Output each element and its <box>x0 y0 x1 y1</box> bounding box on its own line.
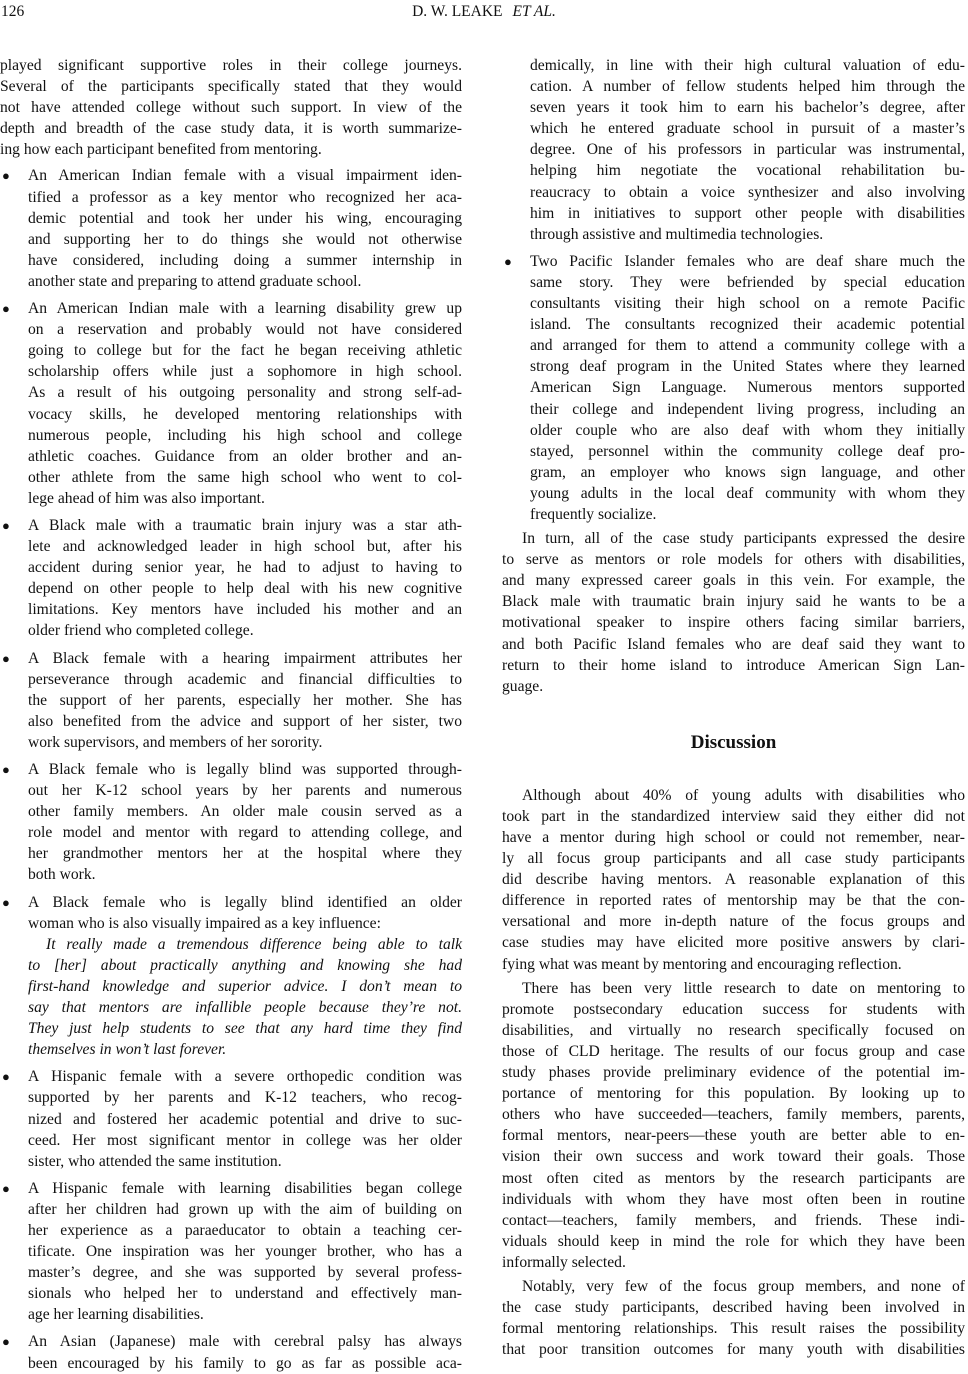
text-line: tified a professor as a key mentor who recognized her aca- <box>28 188 462 206</box>
text-line: other athlete from the same high school who went to col- <box>28 468 462 486</box>
text-line: older couple who are also deaf with whom they initially <box>530 421 965 439</box>
section-heading-discussion: Discussion <box>690 731 777 753</box>
text-line: through assistive and multimedia technologies. <box>530 225 824 243</box>
text-line: Several of the participants specifically stated that they would <box>0 78 462 96</box>
text-line: have considered, including doing a summer internship in <box>28 251 462 269</box>
bullet-item <box>0 298 462 509</box>
text-line: study phases provide preliminary evidence of the potential im- <box>502 1064 965 1082</box>
text-line: played significant supportive roles in their college journeys. <box>0 57 462 74</box>
bullet-dot-icon: ● <box>504 253 512 269</box>
text-line: formal mentoring relationships. This result raises the possibility <box>502 1320 965 1338</box>
text-line: ing how each participant benefited from mentoring. <box>0 141 322 159</box>
text-line: demically, in line with their high cultural valuation of edu- <box>530 57 965 74</box>
text-line: Two Pacific Islander females who are deaf share much the <box>530 252 965 270</box>
text-line: most often cited as mentors by the research participants are <box>502 1169 965 1187</box>
bullet-dot-icon: ● <box>2 168 10 184</box>
text-line: A Hispanic female with a severe orthopedic condition was <box>28 1068 462 1086</box>
text-line: return to their home island to introduce American Sign Lan- <box>502 656 965 674</box>
text-line: and both Pacific Island females who are deaf said they want to <box>502 635 965 653</box>
bullet-dot-icon: ● <box>2 1069 10 1085</box>
text-line: sister, who attended the same institution. <box>28 1152 282 1170</box>
text-line: An American Indian female with a visual impairment iden- <box>28 167 462 185</box>
running-header <box>0 0 968 26</box>
bullet-dot-icon: ● <box>2 1180 10 1196</box>
text-line: ceed. Her most significant mentor in college was her older <box>28 1131 462 1149</box>
bullet-item <box>0 1331 462 1373</box>
text-line: Black male with traumatic brain injury said he wants to be a <box>502 593 965 611</box>
text-line: took part in the standardized interview said they either did not <box>502 807 965 825</box>
author-etal: ET AL. <box>512 3 556 20</box>
bullet-dot-icon: ● <box>2 762 10 777</box>
text-line: lege ahead of him was also important. <box>28 489 265 507</box>
text-line: frequently socialize. <box>530 505 657 523</box>
text-line: helping him negotiate the vocational rehabilitation bu- <box>530 162 965 180</box>
text-line: contact—teachers, family members, and friends. These indi- <box>502 1211 965 1229</box>
text-line: depend on other people to help deal with his new cognitive <box>28 580 462 598</box>
bullet-item <box>0 759 462 886</box>
discussion-paragraph <box>502 785 965 975</box>
intro-paragraph <box>0 55 462 160</box>
text-line: versational and more in-depth nature of the focus groups and <box>502 913 965 931</box>
block-quote <box>0 934 462 1061</box>
text-line: stayed, personnel within the community college deaf pro- <box>530 442 965 460</box>
text-line: Notably, very few of the focus group members, and none of <box>522 1277 965 1295</box>
text-line: American Sign Language. Numerous mentors supported <box>530 379 965 397</box>
text-line: nized and fostered her academic potential and drive to suc- <box>28 1110 462 1128</box>
text-line: another state and preparing to attend graduate school. <box>28 272 362 290</box>
bullet-dot-icon: ● <box>2 1334 10 1350</box>
text-line: supported by her parents and K-12 teachers, who recog- <box>28 1089 462 1107</box>
bullet-item <box>0 892 462 1061</box>
text-line: disabilities, and virtually no research specifically focused on <box>502 1021 965 1039</box>
text-line: tificate. One inspiration was her younger brother, who has a <box>28 1243 462 1261</box>
text-line: guage. <box>502 677 544 695</box>
text-line: lete and acknowledged leader in high school but, after his <box>28 538 462 556</box>
text-line: did describe having mentors. A reasonable explanation of this <box>502 871 965 889</box>
left-column <box>0 55 462 1374</box>
text-line: depth and breadth of the case study data, it is worth summarize- <box>0 120 462 138</box>
text-line: vision their own success and work toward their goals. Those <box>502 1148 965 1166</box>
text-line: There has been very little research to date on mentoring to <box>522 979 965 997</box>
text-line: Although about 40% of young adults with disabilities who <box>522 786 965 804</box>
text-line: which he entered graduate school in pursuit of a master’s <box>530 120 965 138</box>
text-line: that poor transition outcomes for many youth with disabilities <box>502 1341 965 1359</box>
text-line: consultants visiting their high school on a remote Pacific <box>530 295 965 313</box>
bullet-item <box>0 648 462 753</box>
text-line: ly all focus group participants and all case study participants <box>502 850 965 868</box>
text-line: going to college but for the fact he began receiving athletic <box>28 342 462 360</box>
closing-paragraph <box>502 528 965 697</box>
text-line: difference in reported rates of mentorship may be that the con- <box>502 892 965 910</box>
bullet-item <box>0 165 462 292</box>
text-line: numerous people, including his high school and college <box>28 426 462 444</box>
text-line: others who have succeeded—teachers, family members, parents, <box>502 1106 965 1124</box>
text-line: A Black male with a traumatic brain injury was a star ath- <box>28 516 462 534</box>
text-line: informally selected. <box>502 1253 626 1271</box>
text-line: been encouraged by his family to go as far as possible aca- <box>28 1354 462 1372</box>
text-line: young adults in the local deaf community with whom they <box>530 484 965 502</box>
author-names: D. W. LEAKE <box>412 3 503 20</box>
text-line: also benefited from the advice and support of her sister, two <box>28 712 462 730</box>
bullet-dot-icon: ● <box>2 650 10 666</box>
text-line: An Asian (Japanese) male with cerebral palsy has always <box>28 1333 462 1351</box>
text-line: island. The consultants recognized their academic potential <box>530 316 965 334</box>
running-head-authors <box>0 3 968 21</box>
text-line: after her children had grown up with the aim of building on <box>28 1200 462 1218</box>
text-line: A Hispanic female with learning disabilities began college <box>28 1179 462 1197</box>
text-line: work supervisors, and members of her sorority. <box>28 733 323 751</box>
discussion-body <box>502 785 965 1361</box>
text-line: cation. A number of fellow students helped him through the <box>530 78 965 96</box>
text-line: scholarship offers while just a sophomore in high school. <box>28 363 462 381</box>
text-line: In turn, all of the case study participants expressed the desire <box>522 530 965 548</box>
text-line: him in initiatives to support other people with disabilities <box>530 204 965 222</box>
text-line: those of CLD heritage. The results of our focus group and case <box>502 1042 965 1060</box>
text-line: master’s degree, and she was supported by several profess- <box>28 1264 462 1282</box>
text-line: limitations. Key mentors have included his mother and an <box>28 601 462 619</box>
text-line: on a reservation and probably would not have considered <box>28 321 462 339</box>
text-line: motivational speaker to inspire others facing similar barriers, <box>502 614 965 632</box>
discussion-paragraph <box>502 1276 965 1360</box>
text-line: A Black female who is legally blind was supported through- <box>28 761 462 778</box>
text-line: An American Indian male with a learning disability grew up <box>28 300 462 318</box>
text-line: both work. <box>28 866 96 884</box>
bullet-item <box>0 1178 462 1326</box>
text-line: reaucracy to obtain a voice synthesizer and also involving <box>530 183 965 201</box>
bullet-item <box>0 515 462 642</box>
text-line: degree. One of his professors in particular was instrumental, <box>530 141 965 159</box>
text-line: say that mentors are infallible people because they’re not. <box>28 999 462 1017</box>
text-line: demic potential and took her under his wing, encouraging <box>28 209 462 227</box>
text-line: first-hand knowledge and superior advice. I don’t mean to <box>28 977 462 995</box>
text-line: viduals should keep in mind the role for which they have been <box>502 1232 965 1250</box>
text-line: out her K-12 school years by her parents and numerous <box>28 782 462 800</box>
text-line: to serve as mentors or role models for others with disabilities, <box>502 551 965 569</box>
text-line: sionals who helped her to understand and effectively man- <box>28 1285 462 1303</box>
text-line: perseverance through academic and financial difficulties to <box>28 670 462 688</box>
text-line: her experience as a paraeducator to obtain a teaching cer- <box>28 1221 462 1239</box>
right-column <box>502 55 965 1360</box>
participant-bullet-list <box>0 165 462 1373</box>
text-line: their college and independent living progress, including an <box>530 400 965 418</box>
text-line: the case study participants, described having been involved in <box>502 1299 965 1317</box>
text-line: age her learning disabilities. <box>28 1306 204 1324</box>
text-line: the support of her parents, especially her mother. She has <box>28 691 462 709</box>
continued-bullet-text <box>502 55 965 245</box>
page-number: 126 <box>1 3 25 20</box>
text-line: portance of mentoring for this population. By looking up to <box>502 1085 965 1103</box>
bullet-item <box>502 251 965 525</box>
text-line: and arranged for them to attend a community college with a <box>530 337 965 355</box>
text-line: case studies may have elicited more positive answers by clari- <box>502 934 965 952</box>
text-line: It really made a tremendous difference being able to talk <box>46 935 462 953</box>
text-line: individuals with whom they have most often been in routine <box>502 1190 965 1208</box>
text-line: vocacy skills, he developed mentoring relationships with <box>28 405 462 423</box>
text-line: promote postsecondary education success for students with <box>502 1000 965 1018</box>
text-line: and supporting her to do things she would not otherwise <box>28 230 462 248</box>
bullet-dot-icon: ● <box>2 301 10 317</box>
text-line: strong deaf program in the United States where they learned <box>530 358 965 376</box>
text-line: seven years it took him to earn his bachelor’s degree, after <box>530 99 965 117</box>
text-line: As a result of his outgoing personality and strong self-ad- <box>28 384 462 402</box>
text-line: role model and mentor with regard to attending college, and <box>28 824 462 842</box>
bullet-dot-icon: ● <box>2 894 10 910</box>
text-line: other family members. An older male cousin served as a <box>28 803 462 821</box>
text-line: not have attended college without such support. In view of the <box>0 99 462 117</box>
bullet-dot-icon: ● <box>2 517 10 533</box>
text-line: A Black female who is legally blind identified an older <box>28 893 462 911</box>
text-line: woman who is also visually impaired as a key influence: <box>28 914 381 932</box>
text-line: accident during senior year, he had to adjust to having to <box>28 559 462 577</box>
text-line: A Black female with a hearing impairment attributes her <box>28 649 462 667</box>
text-line: same story. They were befriended by special education <box>530 273 965 291</box>
text-line: fying what was meant by mentoring and encouraging reflection. <box>502 955 902 973</box>
discussion-paragraph <box>502 978 965 1273</box>
text-line: to [her] about practically anything and knowing she had <box>28 956 462 974</box>
text-line: formal mentors, near-peers—these youth are better able to en- <box>502 1127 965 1145</box>
text-line: athletic coaches. Guidance from an older brother and an- <box>28 447 462 465</box>
text-line: themselves in won’t last forever. <box>28 1041 227 1059</box>
text-line: gram, an employer who knows sign language, and other <box>530 463 965 481</box>
text-line: have a mentor during high school or could not remember, near- <box>502 829 965 846</box>
text-line: They just help students to see that any hard time they find <box>28 1020 462 1038</box>
text-line: her grandmother mentors her at the hospital where they <box>28 845 462 863</box>
bullet-item <box>0 1066 462 1171</box>
text-line: and many expressed career goals in this vein. For example, the <box>502 572 965 590</box>
participant-bullet-list-continued <box>502 251 965 525</box>
text-line: older friend who completed college. <box>28 622 254 640</box>
